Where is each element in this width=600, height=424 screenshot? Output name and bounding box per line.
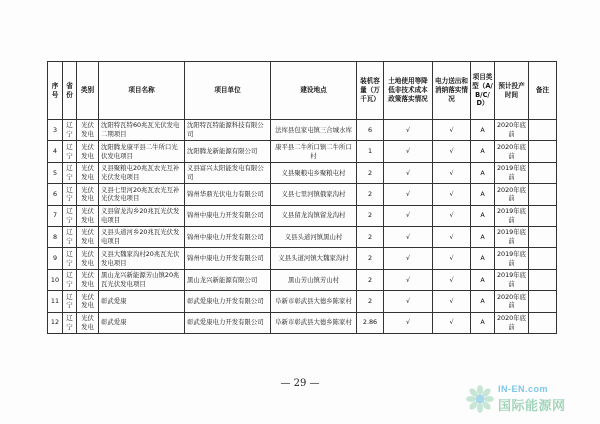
cell-category: 光伏发电 bbox=[77, 291, 99, 312]
cell-time: 2020年底前 bbox=[495, 291, 529, 312]
cell-location: 义县头道河镇黑山村 bbox=[271, 226, 357, 247]
cell-province: 辽宁 bbox=[63, 120, 77, 141]
cell-capacity: 2 bbox=[357, 248, 384, 269]
cell-time: 2019年底前 bbox=[495, 162, 529, 183]
sunflower-logo-icon bbox=[466, 385, 494, 413]
cell-province: 辽宁 bbox=[63, 184, 77, 205]
cell-province: 辽宁 bbox=[63, 226, 77, 247]
cell-category: 光伏发电 bbox=[77, 120, 99, 141]
cell-category: 光伏发电 bbox=[77, 162, 99, 183]
table-row bbox=[48, 312, 557, 333]
cell-unit: 彰武爱康电力开发有限公司 bbox=[185, 291, 271, 312]
cell-name: 沈阳腾龙康平县二牛所口光伏发电项目 bbox=[99, 141, 185, 162]
cell-unit: 沈阳腾龙新能源有限公司 bbox=[185, 141, 271, 162]
cell-time: 2020年底前 bbox=[495, 312, 529, 333]
cell-category: 光伏发电 bbox=[77, 184, 99, 205]
cell-unit: 沈阳特瓦特能源科技有限公司 bbox=[185, 120, 271, 141]
cell-unit: 锦州中康电力开发有限公司 bbox=[185, 205, 271, 226]
cell-location: 义县七里河镇俄家沟村 bbox=[271, 184, 357, 205]
cell-note bbox=[529, 269, 557, 290]
cell-category: 光伏发电 bbox=[77, 248, 99, 269]
cell-province: 辽宁 bbox=[63, 205, 77, 226]
header-no: 序号 bbox=[48, 62, 63, 120]
cell-unit: 义县富兴太阳能发电有限公司 bbox=[185, 162, 271, 183]
cell-no: 11 bbox=[48, 291, 63, 312]
cell-name: 义县大魏家沟村20兆瓦光伏发电项目 bbox=[99, 248, 185, 269]
cell-grid-check: √ bbox=[433, 291, 471, 312]
cell-land-check: √ bbox=[384, 120, 433, 141]
cell-note bbox=[529, 141, 557, 162]
table-row bbox=[48, 248, 557, 269]
table-header-row bbox=[48, 62, 557, 120]
cell-grid-check: √ bbox=[433, 269, 471, 290]
cell-land-check: √ bbox=[384, 184, 433, 205]
cell-land-check: √ bbox=[384, 205, 433, 226]
cell-unit: 锦州华鼎光伏电力有限公司 bbox=[185, 184, 271, 205]
cell-location: 黑山芳山镇芳山村 bbox=[271, 269, 357, 290]
cell-grid-check: √ bbox=[433, 226, 471, 247]
project-table bbox=[47, 61, 557, 334]
watermark-cn: 国际能源网 bbox=[498, 399, 566, 414]
cell-no: 5 bbox=[48, 162, 63, 183]
cell-type: A bbox=[471, 312, 495, 333]
cell-capacity: 2 bbox=[357, 162, 384, 183]
cell-note bbox=[529, 312, 557, 333]
cell-land-check: √ bbox=[384, 141, 433, 162]
cell-unit: 黑山龙兴新能源有限公司 bbox=[185, 269, 271, 290]
cell-name: 义县聚粮屯20兆瓦农光互补光伏发电项目 bbox=[99, 162, 185, 183]
cell-category: 光伏发电 bbox=[77, 205, 99, 226]
cell-land-check: √ bbox=[384, 291, 433, 312]
cell-province: 辽宁 bbox=[63, 141, 77, 162]
cell-province: 辽宁 bbox=[63, 162, 77, 183]
table-row bbox=[48, 162, 557, 183]
cell-land-check: √ bbox=[384, 226, 433, 247]
cell-type: A bbox=[471, 226, 495, 247]
table-row bbox=[48, 269, 557, 290]
cell-name: 黑山龙兴新能源芳山镇20兆瓦光伏发电项目 bbox=[99, 269, 185, 290]
cell-category: 光伏发电 bbox=[77, 226, 99, 247]
cell-no: 9 bbox=[48, 248, 63, 269]
table-row bbox=[48, 120, 557, 141]
cell-capacity: 2 bbox=[357, 291, 384, 312]
header-grid: 电力送出和消纳落实情况 bbox=[433, 62, 471, 120]
cell-no: 3 bbox=[48, 120, 63, 141]
cell-time: 2019年底前 bbox=[495, 226, 529, 247]
header-time: 预计投产时间 bbox=[495, 62, 529, 120]
cell-name: 沈阳特瓦特60兆瓦光伏发电二期项目 bbox=[99, 120, 185, 141]
cell-type: A bbox=[471, 120, 495, 141]
cell-grid-check: √ bbox=[433, 205, 471, 226]
cell-location: 阜新市彰武县大德乡陈家村 bbox=[271, 291, 357, 312]
cell-location: 义县聚粮屯乡聚粮屯村 bbox=[271, 162, 357, 183]
page-number: — 29 — bbox=[280, 378, 320, 389]
cell-note bbox=[529, 184, 557, 205]
cell-note bbox=[529, 226, 557, 247]
cell-grid-check: √ bbox=[433, 184, 471, 205]
header-category: 类别 bbox=[77, 62, 99, 120]
cell-time: 2019年底前 bbox=[495, 269, 529, 290]
cell-name: 彰武爱康 bbox=[99, 291, 185, 312]
cell-grid-check: √ bbox=[433, 120, 471, 141]
cell-category: 光伏发电 bbox=[77, 141, 99, 162]
cell-time: 2020年底前 bbox=[495, 184, 529, 205]
cell-type: A bbox=[471, 184, 495, 205]
cell-capacity: 2 bbox=[357, 269, 384, 290]
cell-category: 光伏发电 bbox=[77, 312, 99, 333]
cell-no: 6 bbox=[48, 184, 63, 205]
cell-no: 10 bbox=[48, 269, 63, 290]
cell-no: 12 bbox=[48, 312, 63, 333]
cell-no: 8 bbox=[48, 226, 63, 247]
header-type: 项目类型（A/B/C/D） bbox=[471, 62, 495, 120]
header-unit: 项目单位 bbox=[185, 62, 271, 120]
cell-name: 义县头道河乡20兆瓦光伏发电项目 bbox=[99, 226, 185, 247]
table-row bbox=[48, 205, 557, 226]
cell-capacity: 2 bbox=[357, 226, 384, 247]
cell-location: 阜新市彰武县大德乡陈家村 bbox=[271, 312, 357, 333]
cell-name: 义县留龙沟乡20兆瓦光伏发电项目 bbox=[99, 205, 185, 226]
cell-location: 法库县包家屯镇三合城水库 bbox=[271, 120, 357, 141]
cell-type: A bbox=[471, 205, 495, 226]
cell-province: 辽宁 bbox=[63, 312, 77, 333]
cell-unit: 锦州中康电力开发有限公司 bbox=[185, 248, 271, 269]
cell-type: A bbox=[471, 141, 495, 162]
header-capacity: 装机容量（万千瓦） bbox=[357, 62, 384, 120]
header-name: 项目名称 bbox=[99, 62, 185, 120]
cell-province: 辽宁 bbox=[63, 291, 77, 312]
header-note: 备注 bbox=[529, 62, 557, 120]
cell-land-check: √ bbox=[384, 162, 433, 183]
cell-province: 辽宁 bbox=[63, 269, 77, 290]
cell-capacity: 2 bbox=[357, 184, 384, 205]
cell-no: 4 bbox=[48, 141, 63, 162]
cell-note bbox=[529, 162, 557, 183]
cell-unit: 彰武爱康电力开发有限公司 bbox=[185, 312, 271, 333]
cell-grid-check: √ bbox=[433, 312, 471, 333]
header-province: 省份 bbox=[63, 62, 77, 120]
cell-grid-check: √ bbox=[433, 248, 471, 269]
cell-capacity: 2 bbox=[357, 205, 384, 226]
cell-time: 2019年底前 bbox=[495, 205, 529, 226]
cell-name: 彰武爱康 bbox=[99, 312, 185, 333]
watermark-en: IN-EN.com bbox=[498, 384, 549, 394]
cell-type: A bbox=[471, 248, 495, 269]
cell-type: A bbox=[471, 291, 495, 312]
cell-province: 辽宁 bbox=[63, 248, 77, 269]
cell-type: A bbox=[471, 162, 495, 183]
cell-note bbox=[529, 120, 557, 141]
cell-time: 2019年底前 bbox=[495, 248, 529, 269]
cell-note bbox=[529, 248, 557, 269]
cell-note bbox=[529, 205, 557, 226]
table-row bbox=[48, 226, 557, 247]
header-land: 土地使用等降低非技术成本政策落实情况 bbox=[384, 62, 433, 120]
cell-location: 康平县二牛所口镇二牛所口村 bbox=[271, 141, 357, 162]
cell-grid-check: √ bbox=[433, 141, 471, 162]
table-body bbox=[48, 120, 557, 334]
watermark bbox=[466, 382, 586, 416]
cell-land-check: √ bbox=[384, 248, 433, 269]
cell-time: 2020年底前 bbox=[495, 141, 529, 162]
cell-no: 7 bbox=[48, 205, 63, 226]
cell-land-check: √ bbox=[384, 269, 433, 290]
table-row bbox=[48, 141, 557, 162]
table-row bbox=[48, 184, 557, 205]
header-location: 建设地点 bbox=[271, 62, 357, 120]
cell-grid-check: √ bbox=[433, 162, 471, 183]
cell-capacity: 1 bbox=[357, 141, 384, 162]
table-row bbox=[48, 291, 557, 312]
cell-capacity: 6 bbox=[357, 120, 384, 141]
cell-unit: 锦州中康电力开发有限公司 bbox=[185, 226, 271, 247]
cell-capacity: 2.86 bbox=[357, 312, 384, 333]
cell-land-check: √ bbox=[384, 312, 433, 333]
cell-location: 义县留龙沟镇留龙沟村 bbox=[271, 205, 357, 226]
cell-time: 2020年底前 bbox=[495, 120, 529, 141]
cell-name: 义县七里河20兆瓦农光互补光伏发电项目 bbox=[99, 184, 185, 205]
cell-category: 光伏发电 bbox=[77, 269, 99, 290]
cell-type: A bbox=[471, 269, 495, 290]
cell-location: 义县头道河镇大魏家沟村 bbox=[271, 248, 357, 269]
cell-note bbox=[529, 291, 557, 312]
